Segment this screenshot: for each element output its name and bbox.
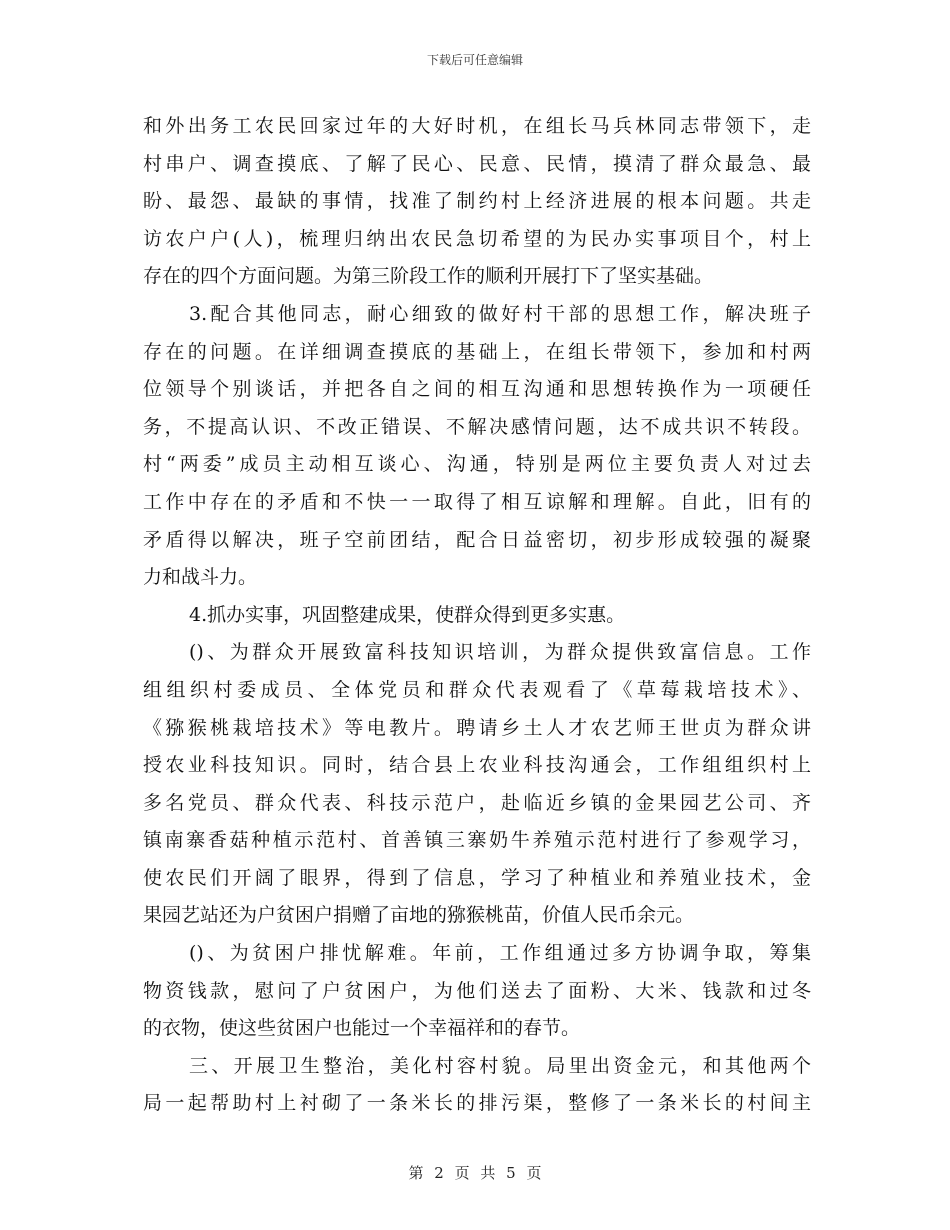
text-line: 和外出务工农民回家过年的大好时机，在组长马兵林同志带领下，走 (143, 115, 811, 137)
text-line: 使农民们开阔了眼界，得到了信息，学习了种植业和养殖业技术，金 (143, 866, 811, 889)
text-line: ()、为群众开展致富科技知识培训，为群众提供致富信息。工作 (189, 641, 811, 664)
text-line: 的衣物，使这些贫困户也能过一个幸福祥和的春节。 (143, 1017, 581, 1040)
text-line: 4.抓办实事，巩固整建成果，使群众得到更多实惠。 (189, 603, 626, 626)
text-line: 矛盾得以解决，班子空前团结，配合日益密切，初步形成较强的凝聚 (143, 528, 811, 551)
text-line: 盼、最怨、最缺的事情，找准了制约村上经济进展的根本问题。共走 (143, 190, 811, 213)
text-line: 组组织村委成员、全体党员和群众代表观看了《草莓栽培技术》、 (143, 678, 811, 701)
text-line: 村“两委”成员主动相互谈心、沟通，特别是两位主要负责人对过去 (143, 453, 811, 476)
text-line: 局一起帮助村上衬砌了一条米长的排污渠，整修了一条米长的村间主 (143, 1092, 811, 1115)
text-line: 多名党员、群众代表、科技示范户，赴临近乡镇的金果园艺公司、齐 (143, 791, 811, 814)
text-line: ()、为贫困户排忧解难。年前，工作组通过多方协调争取，筹集 (189, 942, 811, 965)
text-line: 位领导个别谈话，并把各自之间的相互沟通和思想转换作为一项硬任 (143, 378, 811, 401)
text-line: 务，不提高认识、不改正错误、不解决感情问题，达不成共识不转段。 (143, 415, 811, 438)
text-line: 存在的问题。在详细调查摸底的基础上，在组长带领下，参加和村两 (143, 340, 811, 363)
text-line: 3.配合其他同志，耐心细致的做好村干部的思想工作，解决班子 (189, 302, 811, 325)
page-header: 下载后可任意编辑 (426, 53, 523, 67)
text-line: 力和战斗力。 (143, 566, 258, 589)
text-line: 村串户、调查摸底、了解了民心、民意、民情，摸清了群众最急、最 (143, 152, 811, 175)
text-line: 工作中存在的矛盾和不快一一取得了相互谅解和理解。自此，旧有的 (143, 490, 811, 513)
text-line: 访农户户(人)，梳理归纳出农民急切希望的为民办实事项目个，村上 (143, 227, 811, 250)
text-line: 物资钱款，慰问了户贫困户，为他们送去了面粉、大米、钱款和过冬 (143, 979, 811, 1002)
page-footer: 第 2 页 共 5 页 (408, 1164, 542, 1182)
text-line: 镇南寨香菇种植示范村、首善镇三寨奶牛养殖示范村进行了参观学习， (143, 829, 811, 852)
text-line: 《猕猴桃栽培技术》等电教片。聘请乡土人才农艺师王世贞为群众讲 (143, 716, 811, 739)
text-line: 存在的四个方面问题。为第三阶段工作的顺利开展打下了坚实基础。 (143, 265, 714, 288)
document-body (143, 108, 811, 1123)
text-line: 三、开展卫生整治，美化村容村貌。局里出资金元，和其他两个 (189, 1054, 811, 1077)
text-line: 果园艺站还为户贫困户捐赠了亩地的猕猴桃苗，价值人民币余元。 (143, 904, 695, 927)
text-line: 授农业科技知识。同时，结合县上农业科技沟通会，工作组组织村上 (143, 754, 811, 777)
